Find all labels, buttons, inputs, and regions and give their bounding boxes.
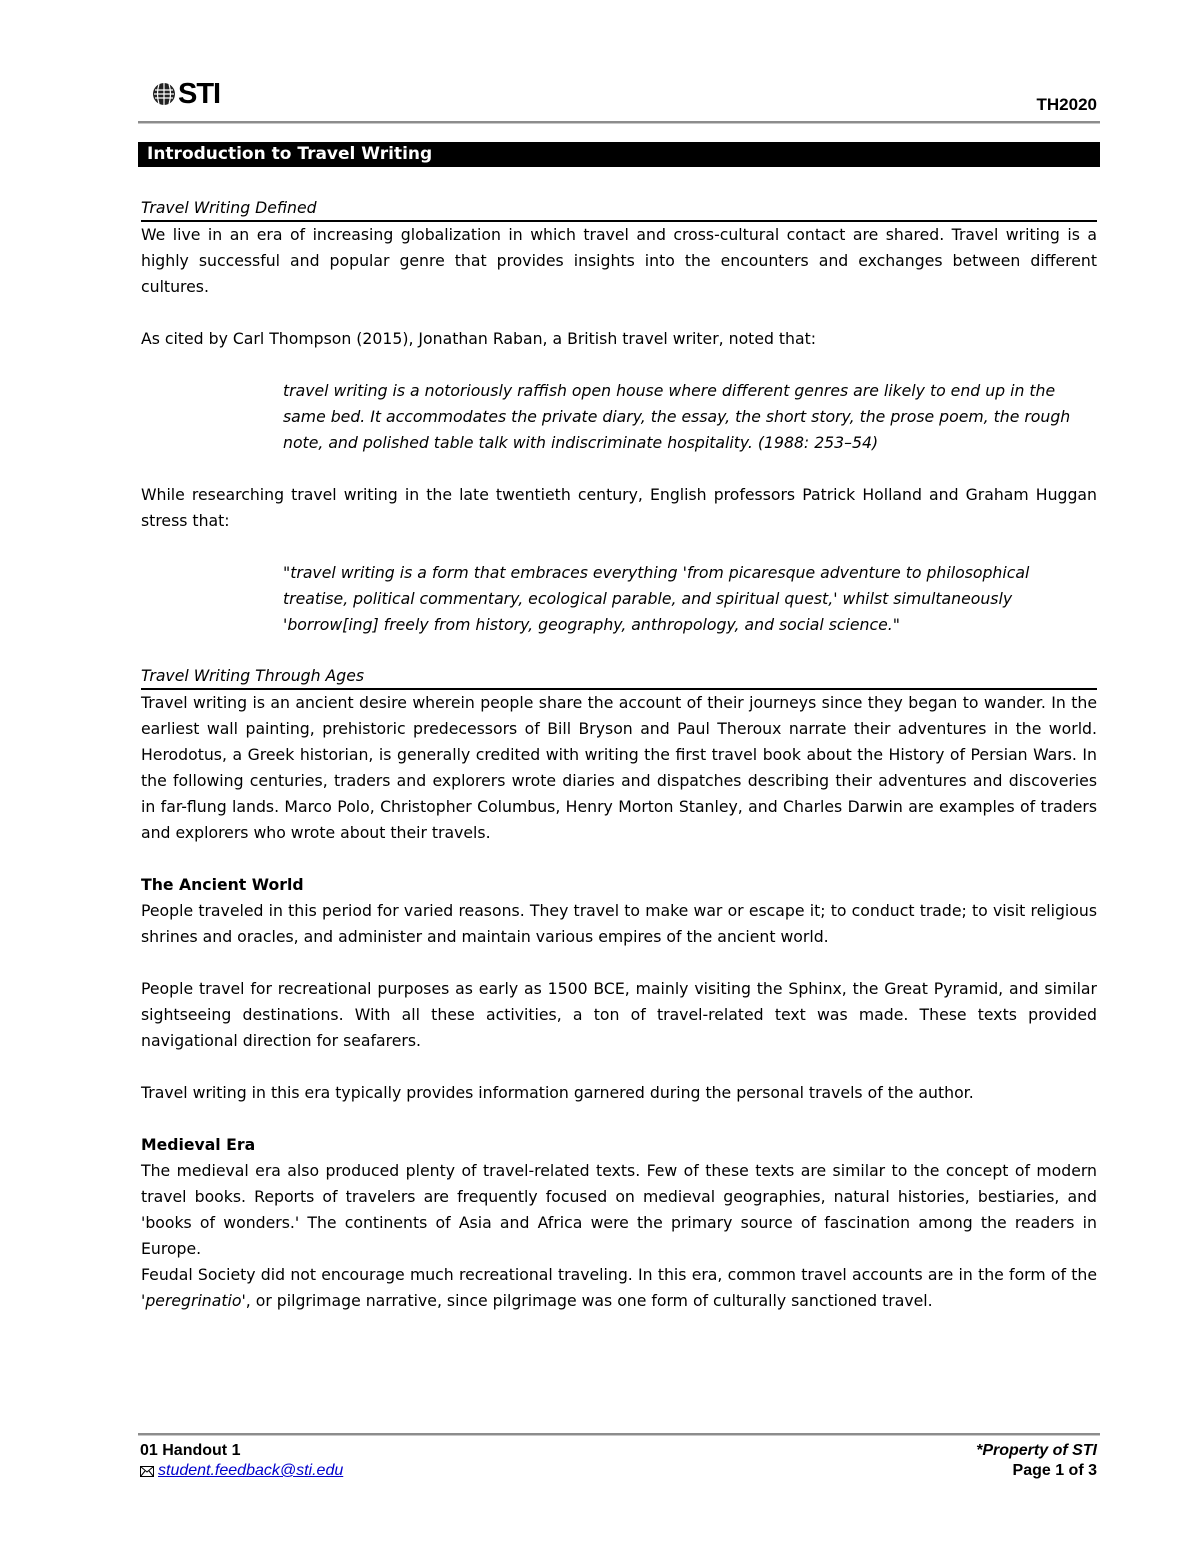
sti-globe-icon bbox=[152, 81, 176, 107]
logo-text: STI bbox=[178, 78, 221, 110]
email-link[interactable]: student.feedback@sti.edu bbox=[158, 1462, 344, 1479]
section-heading-ages: Travel Writing Through Ages bbox=[141, 664, 1097, 690]
subheading-medieval-era: Medieval Era bbox=[141, 1135, 256, 1154]
block-quote: travel writing is a notoriously raffish open house where different genres are likely to end up in the same bed. It accommodates the private diary, the essay, the short story, the prose poem, the rough note, and polished table talk with indiscriminate hospitality. (1988: 253–54) bbox=[283, 381, 1071, 452]
sti-logo bbox=[152, 80, 220, 108]
section-heading-defined: Travel Writing Defined bbox=[141, 196, 1097, 222]
paragraph: Feudal Society did not encourage much recreational traveling. In this era, common travel accounts are in the form of the 'peregrinatio', or pilgrimage narrative, since pilgrimage was one form of culturally sanctioned travel. bbox=[141, 1265, 1097, 1310]
envelope-icon bbox=[140, 1466, 154, 1477]
footer-right bbox=[976, 1441, 1097, 1481]
footer-left bbox=[140, 1441, 343, 1481]
paragraph: Travel writing is an ancient desire wherein people share the account of their journeys since they began to wander. In the earliest wall painting, prehistoric predecessors of Bill Bryson and Paul Theroux narrate their adventures in the world. Herodotus, a Greek historian, is generally credited with writing the first travel book about the History of Persian Wars. In the following centuries, traders and explorers wrote diaries and dispatches describing their adventures and discoveries in far-flung lands. Marco Polo, Christopher Columbus, Henry Morton Stanley, and Charles Darwin are examples of traders and explorers who wrote about their travels. bbox=[141, 693, 1097, 842]
block-quote: "travel writing is a form that embraces everything 'from picaresque adventure to philosophical treatise, political commentary, ecological parable, and spiritual quest,' whilst simultaneously 'borrow[ing] freely from history, geography, anthropology, and social science." bbox=[283, 563, 1030, 634]
footer-rule bbox=[138, 1433, 1100, 1436]
document-body bbox=[141, 196, 1097, 1314]
paragraph: The medieval era also produced plenty of travel-related texts. Few of these texts are similar to the concept of modern travel books. Reports of travelers are frequently focused on medieval geographies, natural histories, bestiaries, and 'books of wonders.' The continents of Asia and Africa were the primary source of fascination among the readers in Europe. bbox=[141, 1161, 1097, 1258]
paragraph: People travel for recreational purposes as early as 1500 BCE, mainly visiting the Sphinx, the Great Pyramid, and similar sightseeing destinations. With all these activities, a ton of travel-related text was made. These texts provided navigational direction for seafarers. bbox=[141, 979, 1097, 1050]
subheading-ancient-world: The Ancient World bbox=[141, 875, 304, 894]
paragraph: Travel writing in this era typically provides information garnered during the personal travels of the author. bbox=[141, 1083, 974, 1102]
email-row bbox=[140, 1461, 343, 1481]
paragraph: As cited by Carl Thompson (2015), Jonathan Raban, a British travel writer, noted that: bbox=[141, 329, 817, 348]
handout-label: 01 Handout 1 bbox=[140, 1442, 241, 1459]
page-number: Page 1 of 3 bbox=[1012, 1462, 1097, 1479]
paragraph: While researching travel writing in the late twentieth century, English professors Patrick Holland and Graham Huggan stress that: bbox=[141, 485, 1097, 530]
paragraph: We live in an era of increasing globalization in which travel and cross-cultural contact are shared. Travel writing is a highly successful and popular genre that provides insights into the encounters and exchanges between different cultures. bbox=[141, 225, 1097, 296]
header-rule bbox=[138, 121, 1100, 124]
page-title: Introduction to Travel Writing bbox=[138, 142, 1100, 167]
term-peregrinatio: peregrinatio bbox=[145, 1291, 242, 1310]
doc-code: TH2020 bbox=[1036, 95, 1097, 114]
property-label: *Property of STI bbox=[976, 1442, 1097, 1459]
paragraph: People traveled in this period for varied reasons. They travel to make war or escape it; to conduct trade; to visit religious shrines and oracles, and administer and maintain various empires of the ancient world. bbox=[141, 901, 1097, 946]
